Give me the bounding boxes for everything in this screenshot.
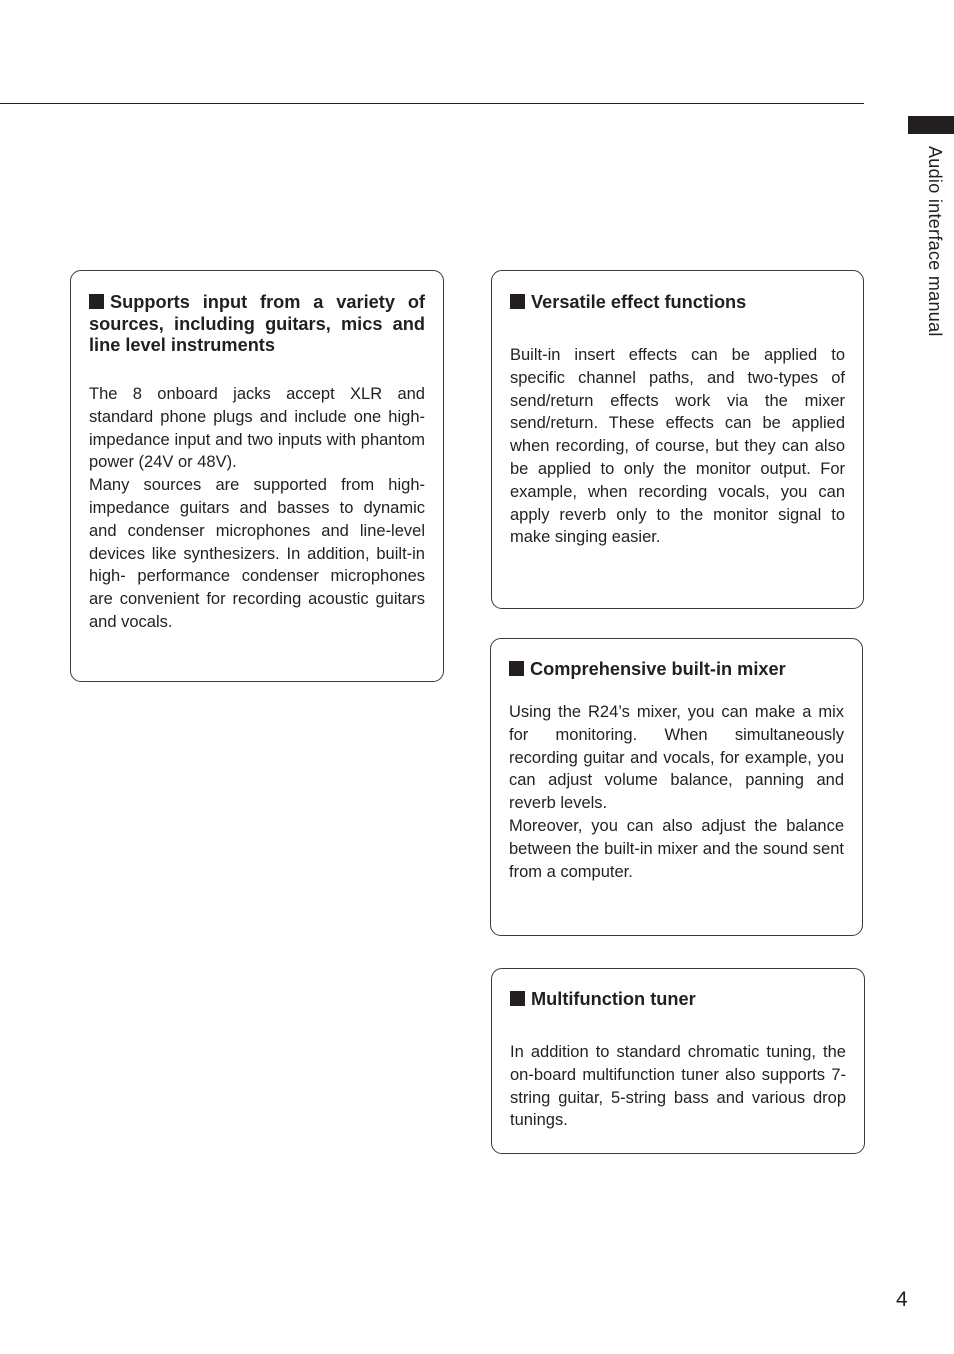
section-title: Supports input from a variety of sources, including guitars, mics and line level instruments <box>89 292 425 355</box>
section-body-tuner <box>510 1041 846 1132</box>
header-rule <box>0 103 864 104</box>
section-box-mixer <box>490 638 863 936</box>
section-heading-tuner <box>510 989 846 1011</box>
section-box-tuner <box>491 968 865 1154</box>
section-heading-mixer <box>509 659 844 681</box>
paragraph: Moreover, you can also adjust the balance between the built-in mixer and the sound sent from a computer. <box>509 816 844 881</box>
section-body-effects <box>510 344 845 549</box>
section-title: Comprehensive built-in mixer <box>530 659 786 679</box>
section-box-effects <box>491 270 864 609</box>
section-title: Versatile effect functions <box>531 292 747 312</box>
paragraph: Many sources are supported from high-impedance guitars and basses to dynamic and condenser microphones and line-level devices like synthesizers. In addition, built-in high- performance condenser microphones are convenient for recording acoustic guitars and vocals. <box>89 476 425 631</box>
section-box-inputs <box>70 270 444 682</box>
chapter-tab-marker <box>908 116 954 134</box>
section-body-mixer <box>509 701 844 883</box>
square-bullet-icon <box>509 661 524 676</box>
square-bullet-icon <box>510 991 525 1006</box>
section-heading-effects <box>510 292 845 314</box>
paragraph: Built-in insert effects can be applied to specific channel paths, and two-types of send/return effects work via the mixer send/return. These effects can be applied when recording, of course, but they can also be applied to only the monitor output. For example, when recording vocals, you can apply reverb only to the monitor signal to make singing easier. <box>510 346 845 547</box>
page-number: 4 <box>896 1288 908 1311</box>
section-body-inputs <box>89 383 425 634</box>
section-title: Multifunction tuner <box>531 989 696 1009</box>
paragraph: The 8 onboard jacks accept XLR and standard phone plugs and include one high-impedance input and two inputs with phantom power (24V or 48V). <box>89 385 425 472</box>
section-heading-inputs <box>89 292 425 357</box>
chapter-side-label: Audio interface manual <box>925 146 945 337</box>
square-bullet-icon <box>89 294 104 309</box>
square-bullet-icon <box>510 294 525 309</box>
paragraph: Using the R24’s mixer, you can make a mix for monitoring. When simultaneously recording guitar and vocals, for example, you can adjust volume balance, panning and reverb levels. <box>509 703 844 813</box>
paragraph: In addition to standard chromatic tuning, the on-board multifunction tuner also supports 7-string guitar, 5-string bass and various drop tunings. <box>510 1043 846 1130</box>
